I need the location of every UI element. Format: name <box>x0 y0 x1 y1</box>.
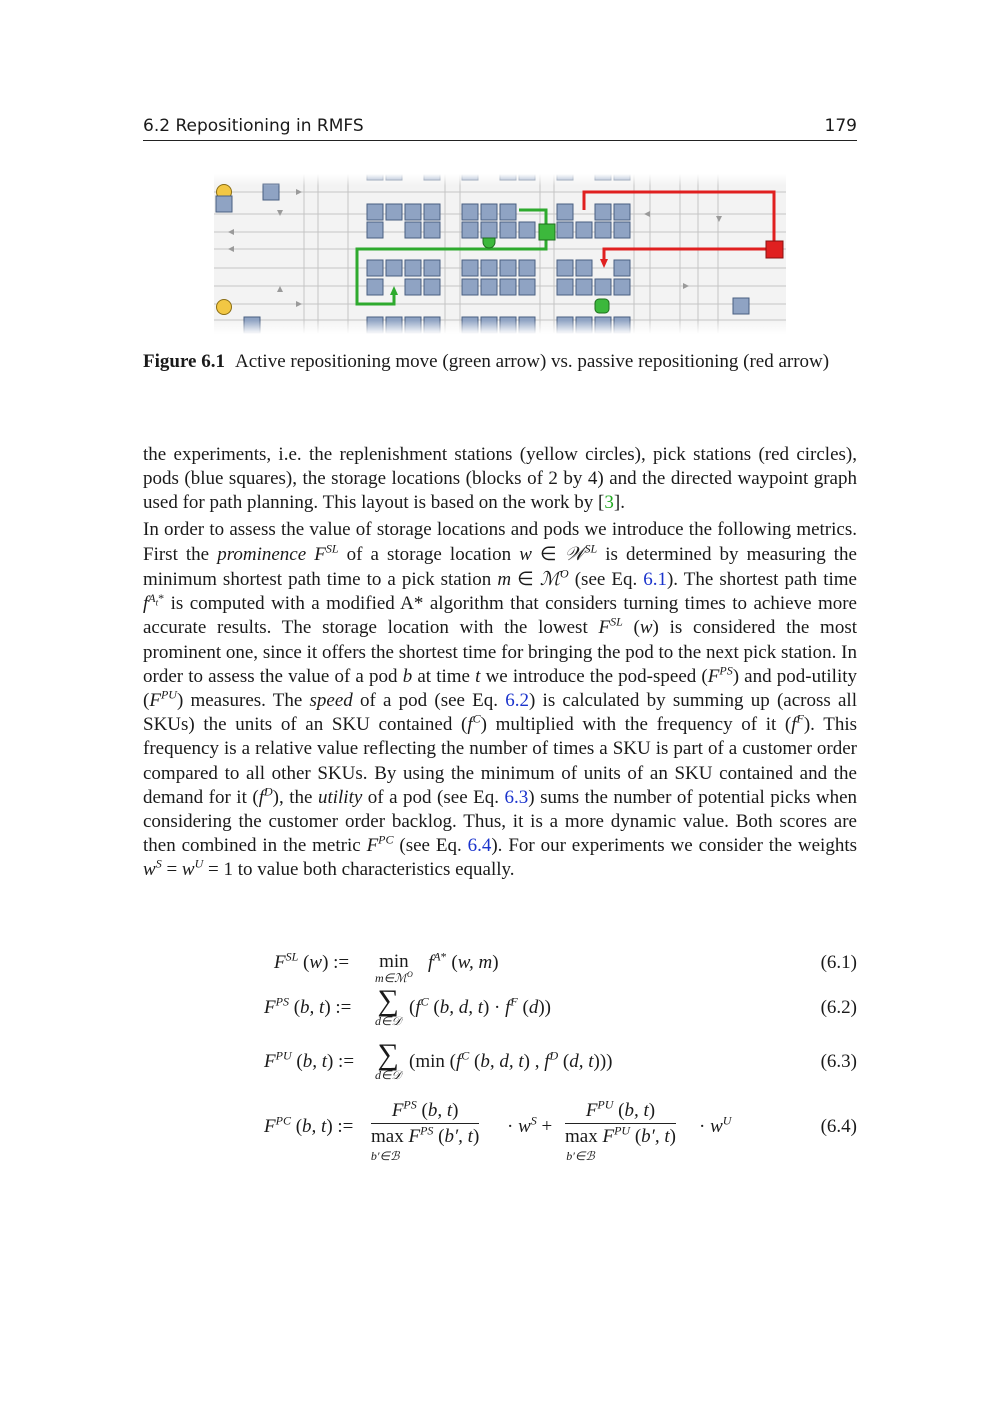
figure-caption <box>143 350 857 374</box>
eq-ref-6-4[interactable]: 6.4 <box>467 835 492 857</box>
caption-text: Active repositioning move (green arrow) vs. passive repositioning (red arrow) <box>234 351 830 372</box>
replenishment-station <box>217 300 232 315</box>
section-title: 6.2 Repositioning in RMFS <box>143 116 364 136</box>
equation-6-4: $F^{PC}$ (b, t) := $F^{PS}$ (b, t) $\max F^{PS}$ (b′, t) $^{b'\in ℬ}$ · $w^S$ + $F^{PU}$ (b, t) $\max F^{PU}$ (b′, t) $^{b'\in ℬ}$ · $w^U$ (6.4) <box>264 1097 857 1163</box>
body-text <box>143 443 857 883</box>
citation-link[interactable]: 3 <box>604 492 614 514</box>
term-prominence: prominence <box>217 543 307 565</box>
pick-station <box>766 241 783 258</box>
equation-number: (6.2) <box>820 997 857 1018</box>
term-speed: speed <box>309 690 353 712</box>
running-header <box>143 116 857 141</box>
page-number: 179 <box>824 116 857 136</box>
equation-6-3: $F^{PU}$ (b, t) := ∑ d∈𝒟 (min ($f^C$ (b, d, t) , $f^D$ (d, t))) (6.3) <box>264 1038 857 1082</box>
equation-number: (6.4) <box>820 1116 857 1137</box>
warehouse-diagram <box>214 174 786 334</box>
caption-label: Figure 6.1 <box>143 351 225 372</box>
eq-ref-6-3[interactable]: 6.3 <box>504 786 529 808</box>
paragraph-2: In order to assess the value of storage locations and pods we introduce the following metrics. First the prominence $F^{SL}$ of a storage location w ∈ 𝒲$^{SL}$ is determined by measuring the minimum shortest path time to a pick station m ∈ ℳ$^O$ (see Eq. 6.1). The shortest path time $f^{A_t*}$ is computed with a modified A* algorithm that considers turning times to achieve more accurate results. The storage location with the lowest $F^{SL}$ (w) is considered the most prominent one, since it offers the shortest time for bringing the pod to the next pick station. In order to assess the value of a pod b at time t we introduce the pod-speed $(F^{PS})$ and pod-utility $(F^{PU})$ measures. The speed of a pod (see Eq. 6.2) is calculated by summing up (across all SKUs) the units of an SKU contained $(f^C)$ multiplied with the frequency of it $(f^F)$. This frequency is a relative value reflecting the number of times a SKU is part of a customer order compared to all other SKUs. By using the minimum of units of an SKU contained and the demand for it $(f^D)$, the utility of a pod (see Eq. 6.3) sums the number of potential picks when considering the customer order backlog. Thus, it is a more dynamic value. Both scores are then combined in the metric $F^{PC}$ (see Eq. 6.4). For our experiments we consider the weights $w^S = w^U = 1$ to value both characteristics equally. <box>143 518 858 881</box>
figure-warehouse-layout <box>214 174 786 334</box>
equation-6-2: $F^{PS}$ (b, t) := ∑ d∈𝒟 ($f^C$ (b, d, $t) \cdot f^F$ (d)) (6.2) <box>264 984 857 1028</box>
floor-background <box>214 174 786 334</box>
equation-number: (6.3) <box>820 1051 857 1072</box>
eq-ref-6-2[interactable]: 6.2 <box>505 690 529 712</box>
equation-number: (6.1) <box>820 952 857 973</box>
eq-ref-6-1[interactable]: 6.1 <box>643 569 667 591</box>
equation-6-1: $F^{SL}$ (w) := min m∈ℳ$^O$ $f^{A*}$ (w, m) (6.1) <box>274 949 857 985</box>
moving-pod-green <box>539 224 555 240</box>
term-utility: utility <box>317 786 363 808</box>
paragraph-1: the experiments, i.e. the replenishment stations (yellow circles), pick stations (red circles), pods (blue squares), the storage locations (blocks of 2 by 4) and the directed waypoint graph used for path planning. This layout is based on the work by [3]. <box>143 444 857 514</box>
